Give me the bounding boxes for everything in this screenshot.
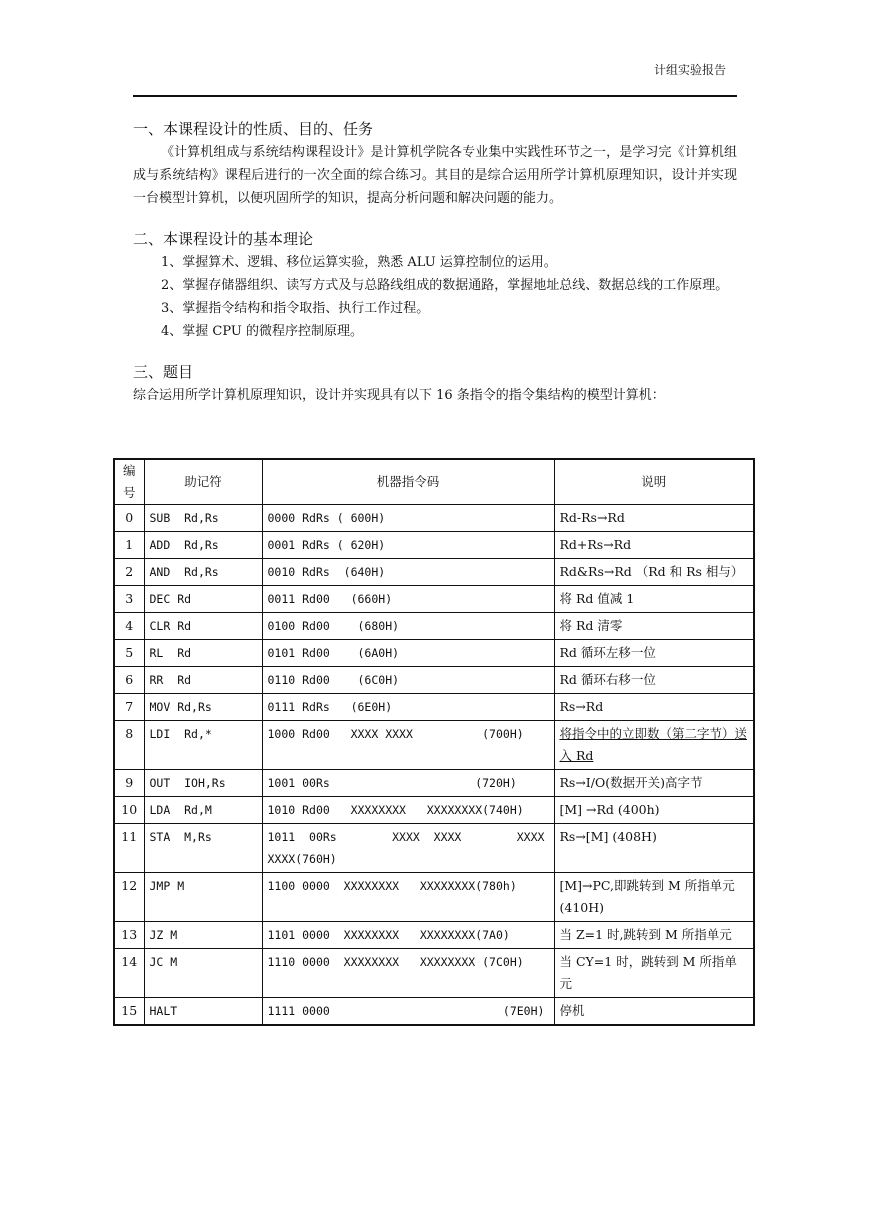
cell-mnemonic: ADD Rd,Rs: [144, 532, 262, 559]
table-row: [114, 949, 754, 998]
section-3-title: 三、题目: [133, 363, 194, 381]
cell-machine-code: 0100 Rd00 (680H): [262, 613, 554, 640]
cell-description: 当 CY=1 时，跳转到 M 所指单元: [554, 949, 754, 998]
cell-number: 11: [114, 824, 144, 873]
column-header-machine-code: 机器指令码: [262, 459, 554, 505]
cell-description: Rs→[M] (408H): [554, 824, 754, 873]
section-2-item: 2、掌握存储器组织、读写方式及与总路线组成的数据通路，掌握地址总线、数据总线的工作原理。: [161, 278, 729, 293]
table-row: [114, 640, 754, 667]
section-2-item: 4、掌握 CPU 的微程序控制原理。: [161, 324, 363, 339]
cell-machine-code: 0010 RdRs (640H): [262, 559, 554, 586]
cell-description: Rs→Rd: [554, 694, 754, 721]
cell-machine-code: 1001 00Rs (720H): [262, 770, 554, 797]
cell-machine-code: 0000 RdRs ( 600H): [262, 505, 554, 532]
cell-description: 将 Rd 清零: [554, 613, 754, 640]
cell-machine-code: 1010 Rd00 XXXXXXXX XXXXXXXX(740H): [262, 797, 554, 824]
page-header-label: 计组实验报告: [653, 63, 726, 77]
cell-description: Rd 循环右移一位: [554, 667, 754, 694]
cell-number: 5: [114, 640, 144, 667]
cell-machine-code: 1111 0000 (7E0H): [262, 998, 554, 1026]
header-rule: [133, 95, 737, 97]
cell-number: 13: [114, 922, 144, 949]
cell-mnemonic: JMP M: [144, 873, 262, 922]
section-1-title: 一、本课程设计的性质、目的、任务: [133, 120, 374, 138]
cell-description: [M] →Rd (400h): [554, 797, 754, 824]
cell-mnemonic: CLR Rd: [144, 613, 262, 640]
table-header-row: [114, 459, 754, 505]
cell-machine-code: 0001 RdRs ( 620H): [262, 532, 554, 559]
cell-number: 0: [114, 505, 144, 532]
cell-mnemonic: LDI Rd,*: [144, 721, 262, 770]
table-row: [114, 873, 754, 922]
table-row: [114, 667, 754, 694]
column-header-mnemonic: 助记符: [144, 459, 262, 505]
cell-mnemonic: SUB Rd,Rs: [144, 505, 262, 532]
section-2-item: 3、掌握指令结构和指令取指、执行工作过程。: [161, 301, 430, 316]
cell-description: 当 Z=1 时,跳转到 M 所指单元: [554, 922, 754, 949]
document-body: [133, 117, 737, 407]
cell-description: Rd+Rs→Rd: [554, 532, 754, 559]
cell-mnemonic: HALT: [144, 998, 262, 1026]
cell-machine-code: 0110 Rd00 (6C0H): [262, 667, 554, 694]
cell-mnemonic: OUT IOH,Rs: [144, 770, 262, 797]
cell-number: 9: [114, 770, 144, 797]
cell-machine-code: 0101 Rd00 (6A0H): [262, 640, 554, 667]
section-2-item: 1、掌握算术、逻辑、移位运算实验，熟悉 ALU 运算控制位的运用。: [161, 255, 557, 270]
column-header-number: 编号: [114, 459, 144, 505]
column-header-description: 说明: [554, 459, 754, 505]
cell-number: 3: [114, 586, 144, 613]
table-row: [114, 922, 754, 949]
cell-machine-code: 1101 0000 XXXXXXXX XXXXXXXX(7A0): [262, 922, 554, 949]
instruction-table: [113, 458, 755, 1026]
cell-description: 将 Rd 值减 1: [554, 586, 754, 613]
cell-number: 14: [114, 949, 144, 998]
cell-machine-code: 0011 Rd00 (660H): [262, 586, 554, 613]
cell-mnemonic: MOV Rd,Rs: [144, 694, 262, 721]
cell-description: Rd 循环左移一位: [554, 640, 754, 667]
cell-mnemonic: AND Rd,Rs: [144, 559, 262, 586]
cell-mnemonic: LDA Rd,M: [144, 797, 262, 824]
table-row: [114, 532, 754, 559]
cell-description: 将指令中的立即数（第二字节）送入 Rd: [554, 721, 754, 770]
cell-description: Rs→I/O(数据开关)高字节: [554, 770, 754, 797]
table-row: [114, 694, 754, 721]
cell-description: 停机: [554, 998, 754, 1026]
table-row: [114, 824, 754, 873]
table-row: [114, 586, 754, 613]
cell-number: 6: [114, 667, 144, 694]
cell-number: 12: [114, 873, 144, 922]
cell-description: Rd-Rs→Rd: [554, 505, 754, 532]
cell-number: 8: [114, 721, 144, 770]
cell-mnemonic: RL Rd: [144, 640, 262, 667]
cell-machine-code: 1011 00Rs XXXX XXXX XXXX XXXX(760H): [262, 824, 554, 873]
cell-mnemonic: STA M,Rs: [144, 824, 262, 873]
cell-mnemonic: JZ M: [144, 922, 262, 949]
table-row: [114, 998, 754, 1026]
cell-number: 2: [114, 559, 144, 586]
section-2-title: 二、本课程设计的基本理论: [133, 230, 314, 248]
cell-description: Rd&Rs→Rd （Rd 和 Rs 相与）: [554, 559, 754, 586]
cell-machine-code: 1000 Rd00 XXXX XXXX (700H): [262, 721, 554, 770]
section-1-paragraph: 《计算机组成与系统结构课程设计》是计算机学院各专业集中实践性环节之一，是学习完《计算机组成与系统结构》课程后进行的一次全面的综合练习。其目的是综合运用所学计算机原理知识，设计并实现一台模型计算机，以便巩固所学的知识，提高分析问题和解决问题的能力。: [133, 145, 737, 206]
cell-number: 1: [114, 532, 144, 559]
cell-mnemonic: DEC Rd: [144, 586, 262, 613]
table-row: [114, 797, 754, 824]
table-row: [114, 721, 754, 770]
section-3-intro: 综合运用所学计算机原理知识，设计并实现具有以下 16 条指令的指令集结构的模型计算机：: [133, 388, 665, 403]
cell-mnemonic: JC M: [144, 949, 262, 998]
cell-machine-code: 1100 0000 XXXXXXXX XXXXXXXX(780h): [262, 873, 554, 922]
cell-mnemonic: RR Rd: [144, 667, 262, 694]
cell-number: 15: [114, 998, 144, 1026]
table-row: [114, 613, 754, 640]
cell-number: 7: [114, 694, 144, 721]
cell-machine-code: 1110 0000 XXXXXXXX XXXXXXXX (7C0H): [262, 949, 554, 998]
cell-number: 10: [114, 797, 144, 824]
table-row: [114, 770, 754, 797]
table-row: [114, 505, 754, 532]
table-row: [114, 559, 754, 586]
cell-number: 4: [114, 613, 144, 640]
cell-description: [M]→PC,即跳转到 M 所指单元(410H): [554, 873, 754, 922]
cell-machine-code: 0111 RdRs (6E0H): [262, 694, 554, 721]
